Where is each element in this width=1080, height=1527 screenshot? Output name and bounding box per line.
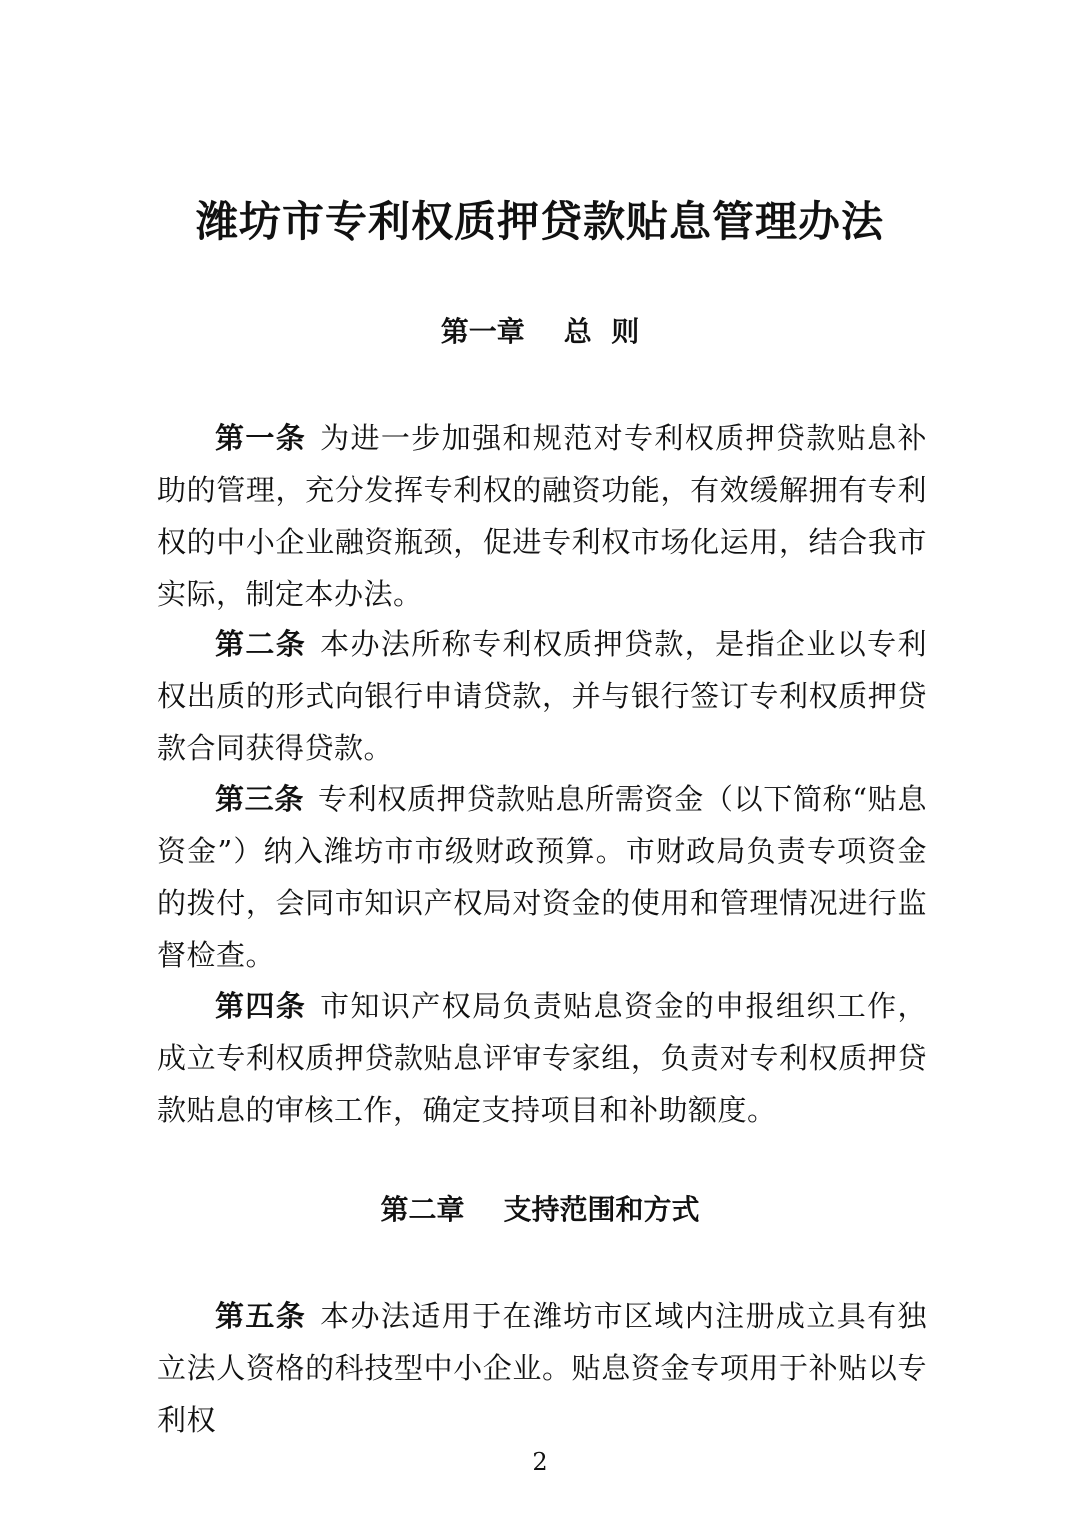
document-title: 潍坊市专利权质押贷款贴息管理办法 bbox=[195, 197, 884, 246]
article-text: 本办法所称专利权质押贷款，是指企业以专利权出质的形式向银行申请贷款，并与银行签订专利权质押贷款合同获得贷款。 bbox=[157, 627, 927, 765]
chapter-heading-1: 第一章 总 则 bbox=[440, 315, 640, 348]
article-3 bbox=[157, 773, 927, 981]
article-text: 本办法适用于在潍坊市区域内注册成立具有独立法人资格的科技型中小企业。贴息资金专项用于补贴以专利权 bbox=[157, 1299, 927, 1437]
page-number: 2 bbox=[532, 1448, 548, 1476]
article-5 bbox=[157, 1290, 927, 1446]
article-label: 第一条 bbox=[215, 421, 307, 455]
article-2 bbox=[157, 618, 927, 774]
chapter-heading-2: 第二章 支持范围和方式 bbox=[380, 1193, 700, 1226]
article-label: 第五条 bbox=[215, 1299, 307, 1333]
article-1 bbox=[157, 412, 927, 620]
article-label: 第三条 bbox=[215, 782, 305, 816]
article-text: 专利权质押贷款贴息所需资金（以下简称“贴息资金”）纳入潍坊市市级财政预算。市财政局负责专项资金的拨付，会同市知识产权局对资金的使用和管理情况进行监督检查。 bbox=[157, 782, 927, 972]
article-4 bbox=[157, 980, 927, 1136]
article-label: 第二条 bbox=[215, 627, 307, 661]
article-text: 市知识产权局负责贴息资金的申报组织工作，成立专利权质押贷款贴息评审专家组，负责对专利权质押贷款贴息的审核工作，确定支持项目和补助额度。 bbox=[157, 989, 927, 1127]
article-label: 第四条 bbox=[215, 989, 307, 1023]
article-text: 为进一步加强和规范对专利权质押贷款贴息补助的管理，充分发挥专利权的融资功能，有效缓解拥有专利权的中小企业融资瓶颈，促进专利权市场化运用，结合我市实际，制定本办法。 bbox=[157, 421, 927, 611]
